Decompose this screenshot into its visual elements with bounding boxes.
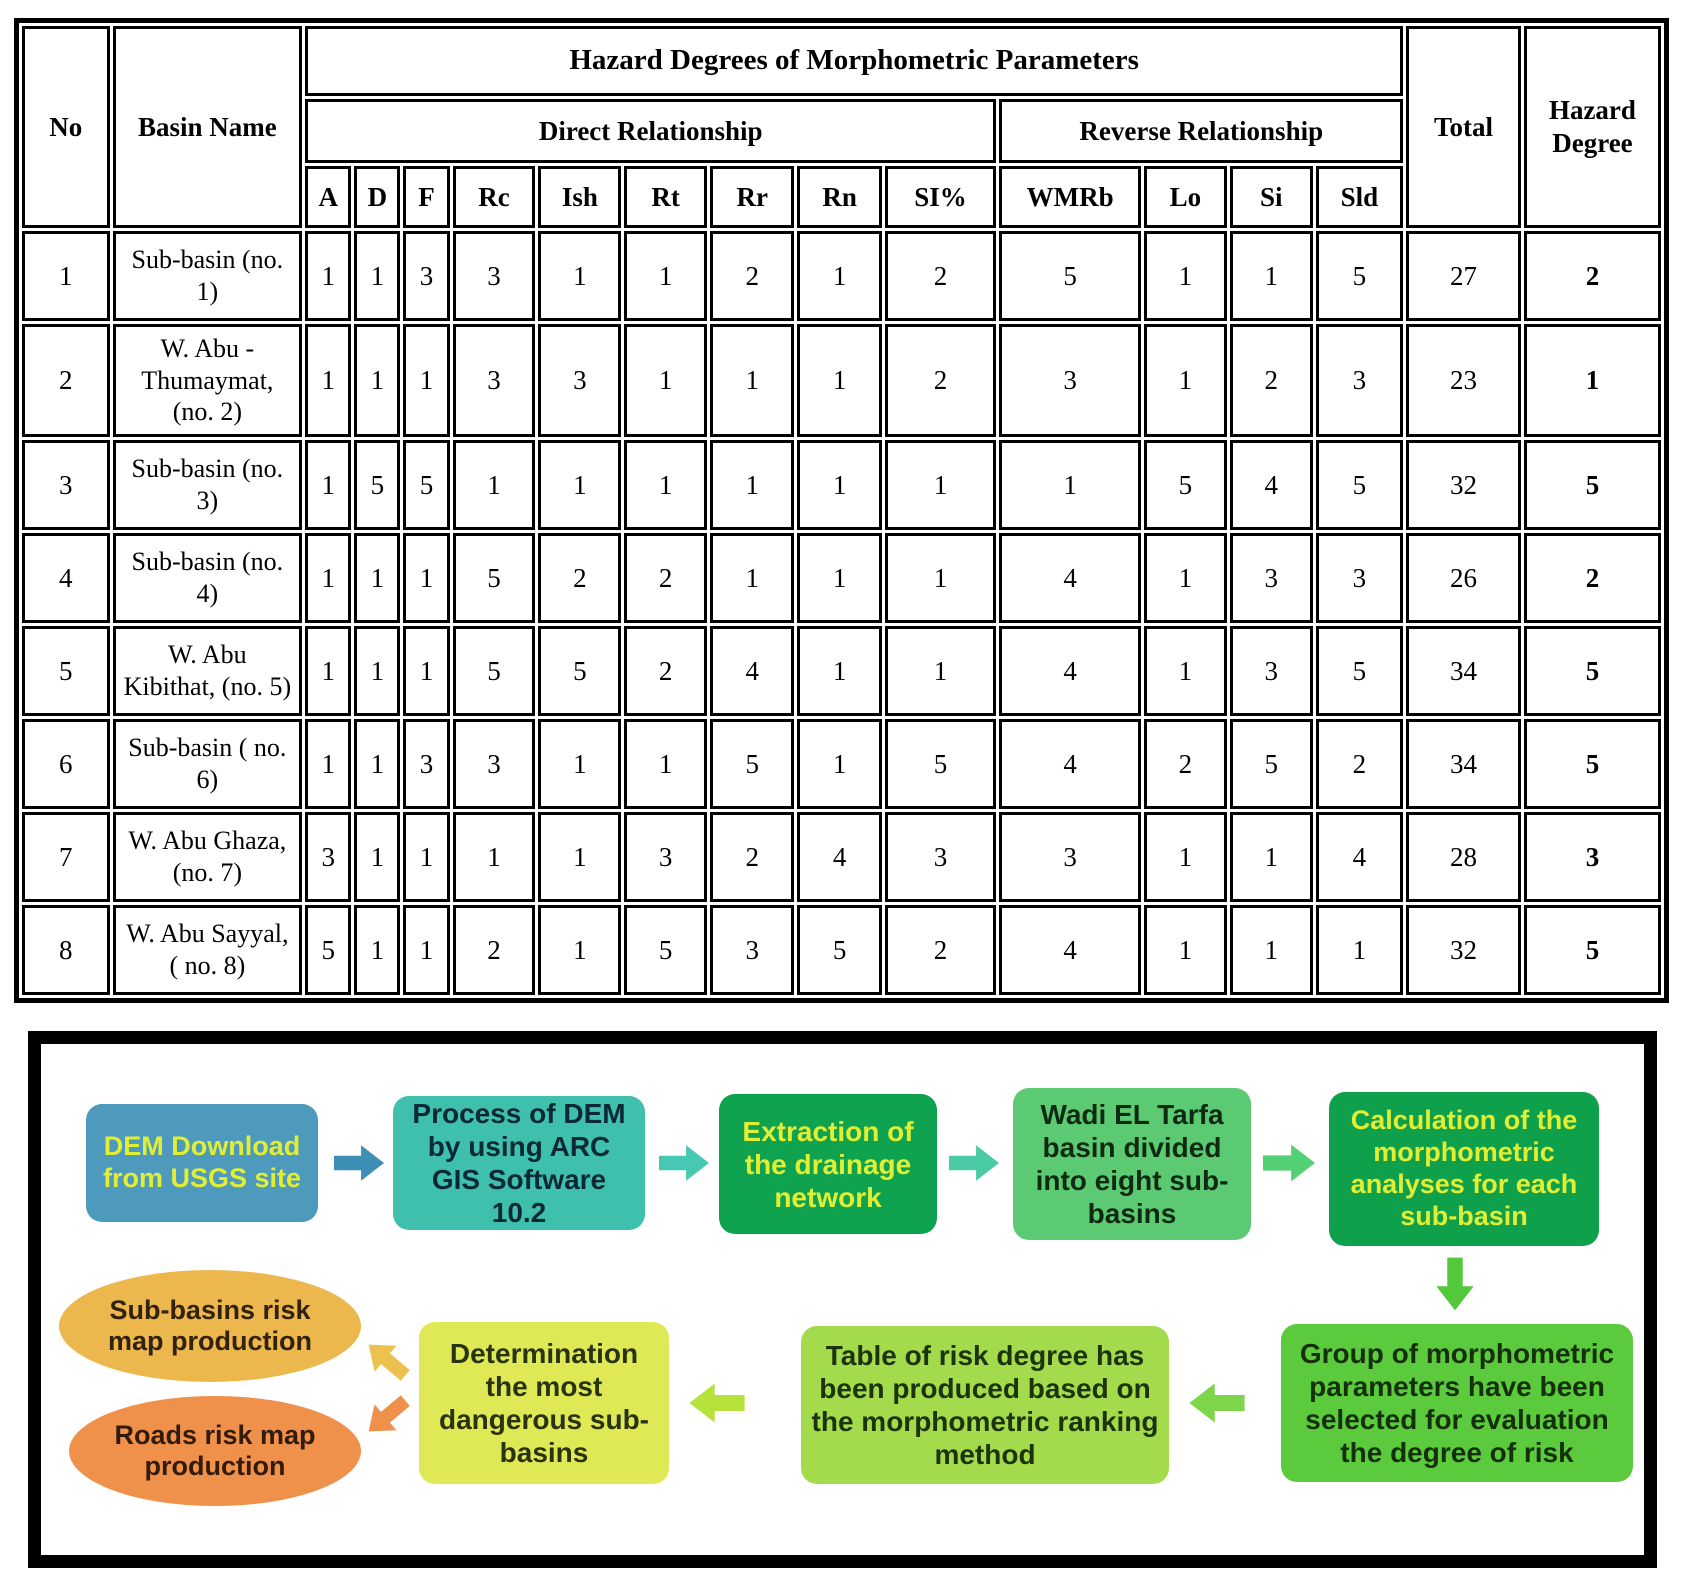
- param-value-rn: 1: [797, 231, 881, 321]
- param-value-lo: 1: [1144, 231, 1227, 321]
- total-value: 32: [1406, 905, 1521, 995]
- hazard-degree-value: 5: [1524, 440, 1661, 530]
- basin-name: W. Abu - Thumaymat, (no. 2): [113, 324, 303, 437]
- total-value: 34: [1406, 626, 1521, 716]
- param-value-si: 1: [885, 440, 996, 530]
- table-row: [22, 812, 1661, 902]
- param-value-si: 3: [885, 812, 996, 902]
- col-header-wmrb: WMRb: [999, 166, 1141, 228]
- param-value-d: 1: [354, 812, 400, 902]
- param-value-rt: 3: [624, 812, 707, 902]
- flow-arrow-right-icon: [659, 1141, 709, 1185]
- param-value-lo: 1: [1144, 812, 1227, 902]
- param-value-rc: 2: [453, 905, 536, 995]
- param-value-a: 5: [305, 905, 351, 995]
- param-value-f: 1: [403, 324, 449, 437]
- param-value-rc: 1: [453, 812, 536, 902]
- group-header-hazard-degrees: Hazard Degrees of Morphometric Parameters: [305, 26, 1403, 96]
- flow-arrow-up-left-icon: [356, 1329, 418, 1390]
- param-value-rt: 5: [624, 905, 707, 995]
- flow-arrow-right-icon: [1263, 1141, 1315, 1185]
- flow-step-determination-dangerous: Determination the most dangerous sub-basins: [419, 1322, 669, 1484]
- param-value-sld: 5: [1316, 440, 1404, 530]
- flow-arrow-left-icon: [1189, 1380, 1245, 1426]
- flow-output-roads-risk-map: Roads risk map production: [69, 1396, 361, 1506]
- param-value-rn: 5: [797, 905, 881, 995]
- basin-name: W. Abu Ghaza, (no. 7): [113, 812, 303, 902]
- row-number: 3: [22, 440, 110, 530]
- param-value-d: 1: [354, 719, 400, 809]
- param-value-si: 1: [885, 533, 996, 623]
- table-row: [22, 905, 1661, 995]
- col-header-f: F: [403, 166, 449, 228]
- param-value-si: 2: [885, 324, 996, 437]
- param-value-sld: 4: [1316, 812, 1404, 902]
- param-value-ish: 1: [538, 719, 621, 809]
- total-value: 23: [1406, 324, 1521, 437]
- param-value-d: 5: [354, 440, 400, 530]
- param-value-rn: 1: [797, 533, 881, 623]
- param-value-sld: 1: [1316, 905, 1404, 995]
- param-value-f: 1: [403, 533, 449, 623]
- param-value-wmrb: 3: [999, 812, 1141, 902]
- param-value-a: 1: [305, 533, 351, 623]
- param-value-sld: 3: [1316, 533, 1404, 623]
- col-header-si: SI%: [885, 166, 996, 228]
- param-value-lo: 1: [1144, 533, 1227, 623]
- param-value-f: 1: [403, 812, 449, 902]
- flow-arrow-right-icon: [334, 1141, 384, 1185]
- row-number: 4: [22, 533, 110, 623]
- param-value-wmrb: 4: [999, 905, 1141, 995]
- param-value-wmrb: 3: [999, 324, 1141, 437]
- param-value-f: 1: [403, 905, 449, 995]
- group-header-direct-relationship: Direct Relationship: [305, 99, 996, 163]
- hazard-degree-value: 3: [1524, 812, 1661, 902]
- param-value-f: 1: [403, 626, 449, 716]
- param-value-rn: 1: [797, 324, 881, 437]
- param-value-rr: 1: [710, 324, 794, 437]
- param-value-lo: 1: [1144, 905, 1227, 995]
- col-header-d: D: [354, 166, 400, 228]
- basin-name: W. Abu Sayyal, ( no. 8): [113, 905, 303, 995]
- param-value-d: 1: [354, 324, 400, 437]
- param-value-rr: 5: [710, 719, 794, 809]
- param-value-wmrb: 5: [999, 231, 1141, 321]
- basin-name: Sub-basin (no. 3): [113, 440, 303, 530]
- param-value-ish: 1: [538, 231, 621, 321]
- flow-arrow-down-icon: [1433, 1254, 1477, 1314]
- methodology-flowchart: [28, 1031, 1657, 1568]
- col-header-lo: Lo: [1144, 166, 1227, 228]
- param-value-rr: 1: [710, 533, 794, 623]
- param-value-si2: 1: [1230, 231, 1313, 321]
- param-value-rr: 3: [710, 905, 794, 995]
- param-value-rt: 1: [624, 324, 707, 437]
- param-value-si2: 3: [1230, 533, 1313, 623]
- hazard-degree-value: 5: [1524, 719, 1661, 809]
- hazard-degree-value: 2: [1524, 231, 1661, 321]
- flow-step-process-dem: Process of DEM by using ARC GIS Software 10.2: [393, 1096, 645, 1230]
- total-value: 28: [1406, 812, 1521, 902]
- param-value-si2: 5: [1230, 719, 1313, 809]
- col-header-no: No: [22, 26, 110, 228]
- param-value-a: 1: [305, 719, 351, 809]
- hazard-degree-value: 1: [1524, 324, 1661, 437]
- table-row: [22, 626, 1661, 716]
- param-value-si: 5: [885, 719, 996, 809]
- table-frame: [14, 18, 1669, 1003]
- param-value-rn: 1: [797, 440, 881, 530]
- row-number: 2: [22, 324, 110, 437]
- param-value-a: 1: [305, 324, 351, 437]
- param-value-si2: 3: [1230, 626, 1313, 716]
- param-value-sld: 5: [1316, 626, 1404, 716]
- param-value-si: 1: [885, 626, 996, 716]
- param-value-si2: 2: [1230, 324, 1313, 437]
- morphometric-hazard-table-section: [14, 18, 1669, 1003]
- param-value-rt: 1: [624, 231, 707, 321]
- flow-output-subbasins-risk-map: Sub-basins risk map production: [59, 1270, 361, 1382]
- table-row: [22, 324, 1661, 437]
- param-value-a: 1: [305, 626, 351, 716]
- param-value-d: 1: [354, 905, 400, 995]
- flow-arrow-down-left-icon: [356, 1385, 418, 1446]
- param-value-f: 5: [403, 440, 449, 530]
- param-value-wmrb: 1: [999, 440, 1141, 530]
- total-value: 34: [1406, 719, 1521, 809]
- basin-name: Sub-basin (no. 4): [113, 533, 303, 623]
- param-value-lo: 1: [1144, 626, 1227, 716]
- group-header-reverse-relationship: Reverse Relationship: [999, 99, 1403, 163]
- param-value-ish: 3: [538, 324, 621, 437]
- param-value-rr: 2: [710, 231, 794, 321]
- param-value-wmrb: 4: [999, 626, 1141, 716]
- col-header-a: A: [305, 166, 351, 228]
- row-number: 8: [22, 905, 110, 995]
- param-value-lo: 2: [1144, 719, 1227, 809]
- param-value-ish: 1: [538, 440, 621, 530]
- param-value-f: 3: [403, 231, 449, 321]
- param-value-d: 1: [354, 533, 400, 623]
- param-value-rt: 2: [624, 626, 707, 716]
- param-value-wmrb: 4: [999, 719, 1141, 809]
- param-value-d: 1: [354, 231, 400, 321]
- hazard-degrees-table: [19, 23, 1664, 998]
- param-value-rc: 5: [453, 626, 536, 716]
- flow-step-dem-download: DEM Download from USGS site: [86, 1104, 318, 1222]
- param-value-si: 2: [885, 905, 996, 995]
- param-value-rc: 3: [453, 719, 536, 809]
- total-value: 32: [1406, 440, 1521, 530]
- flow-step-extraction-drainage: Extraction of the drainage network: [719, 1094, 937, 1234]
- basin-name: W. Abu Kibithat, (no. 5): [113, 626, 303, 716]
- basin-name: Sub-basin ( no. 6): [113, 719, 303, 809]
- param-value-a: 3: [305, 812, 351, 902]
- param-value-rn: 1: [797, 719, 881, 809]
- param-value-rt: 1: [624, 719, 707, 809]
- param-value-rc: 3: [453, 231, 536, 321]
- col-header-ish: Ish: [538, 166, 621, 228]
- param-value-rn: 1: [797, 626, 881, 716]
- table-row: [22, 719, 1661, 809]
- flow-step-risk-table: Table of risk degree has been produced based on the morphometric ranking method: [801, 1326, 1169, 1484]
- hazard-degree-value: 2: [1524, 533, 1661, 623]
- param-value-lo: 1: [1144, 324, 1227, 437]
- param-value-ish: 1: [538, 812, 621, 902]
- param-value-si2: 1: [1230, 812, 1313, 902]
- param-value-rn: 4: [797, 812, 881, 902]
- row-number: 6: [22, 719, 110, 809]
- total-value: 27: [1406, 231, 1521, 321]
- param-value-rt: 2: [624, 533, 707, 623]
- flow-step-group-parameters: Group of morphometric parameters have been selected for evaluation the degree of risk: [1281, 1324, 1633, 1482]
- param-value-si: 2: [885, 231, 996, 321]
- table-row: [22, 440, 1661, 530]
- param-value-sld: 3: [1316, 324, 1404, 437]
- param-value-lo: 5: [1144, 440, 1227, 530]
- flow-arrow-left-icon: [689, 1380, 745, 1426]
- param-value-rc: 1: [453, 440, 536, 530]
- param-value-rr: 4: [710, 626, 794, 716]
- param-value-rc: 3: [453, 324, 536, 437]
- col-header-rn: Rn: [797, 166, 881, 228]
- table-row: [22, 231, 1661, 321]
- col-header-si2: Si: [1230, 166, 1313, 228]
- param-value-d: 1: [354, 626, 400, 716]
- col-header-total: Total: [1406, 26, 1521, 228]
- col-header-rr: Rr: [710, 166, 794, 228]
- param-value-wmrb: 4: [999, 533, 1141, 623]
- col-header-basin-name: Basin Name: [113, 26, 303, 228]
- param-value-ish: 2: [538, 533, 621, 623]
- row-number: 1: [22, 231, 110, 321]
- param-value-rr: 1: [710, 440, 794, 530]
- param-value-ish: 1: [538, 905, 621, 995]
- total-value: 26: [1406, 533, 1521, 623]
- flowchart-canvas: [41, 1044, 1642, 1555]
- row-number: 7: [22, 812, 110, 902]
- param-value-a: 1: [305, 440, 351, 530]
- param-value-sld: 5: [1316, 231, 1404, 321]
- param-value-sld: 2: [1316, 719, 1404, 809]
- flow-step-calculation-morphometric: Calculation of the morphometric analyses for each sub-basin: [1329, 1092, 1599, 1246]
- table-row: [22, 533, 1661, 623]
- param-value-a: 1: [305, 231, 351, 321]
- row-number: 5: [22, 626, 110, 716]
- param-value-si2: 1: [1230, 905, 1313, 995]
- col-header-hazard-degree: Hazard Degree: [1524, 26, 1661, 228]
- basin-name: Sub-basin (no. 1): [113, 231, 303, 321]
- param-value-rt: 1: [624, 440, 707, 530]
- param-value-ish: 5: [538, 626, 621, 716]
- flow-arrow-right-icon: [949, 1141, 999, 1185]
- col-header-rc: Rc: [453, 166, 536, 228]
- hazard-degree-value: 5: [1524, 626, 1661, 716]
- col-header-sld: Sld: [1316, 166, 1404, 228]
- param-value-f: 3: [403, 719, 449, 809]
- flow-step-wadi-el-tarfa: Wadi EL Tarfa basin divided into eight sub-basins: [1013, 1088, 1251, 1240]
- hazard-degree-value: 5: [1524, 905, 1661, 995]
- param-value-si2: 4: [1230, 440, 1313, 530]
- col-header-rt: Rt: [624, 166, 707, 228]
- param-value-rr: 2: [710, 812, 794, 902]
- param-value-rc: 5: [453, 533, 536, 623]
